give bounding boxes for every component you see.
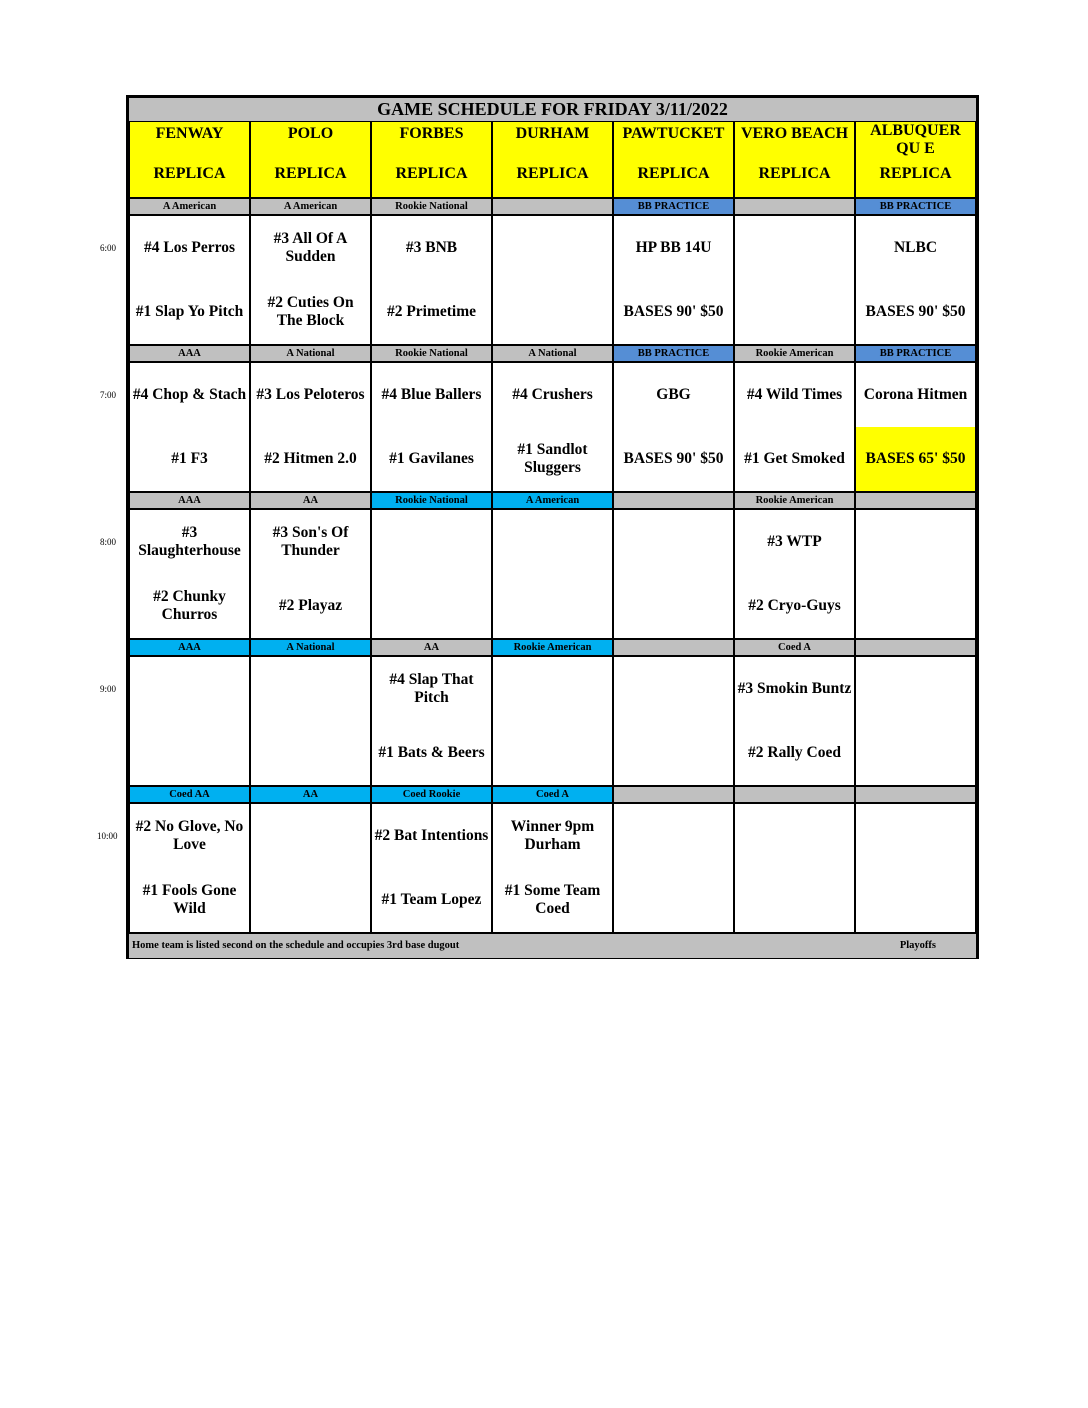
- game-cell: [372, 804, 491, 932]
- home-team: #1 Team Lopez: [381, 891, 482, 908]
- field-name: POLO: [287, 125, 334, 142]
- schedule-title: GAME SCHEDULE FOR FRIDAY 3/11/2022: [129, 98, 976, 121]
- game-cell: [614, 363, 733, 491]
- home-team: #1 Sandlot Sluggers: [517, 441, 588, 476]
- footer-playoffs-label: Playoffs: [899, 940, 936, 951]
- division-label: Rookie American: [735, 346, 854, 361]
- game-cell: [856, 216, 975, 344]
- game-cell: [372, 216, 491, 344]
- game-cell: [251, 510, 370, 638]
- game-cell: [493, 657, 612, 785]
- field-subtitle: REPLICA: [395, 164, 468, 182]
- away-team: #4 Wild Times: [746, 386, 843, 403]
- division-label: AAA: [130, 493, 249, 508]
- game-cell: [251, 657, 370, 785]
- game-cell: [251, 363, 370, 491]
- home-team: BASES 90' $50: [865, 303, 966, 320]
- division-label: [614, 640, 733, 655]
- game-cell: [251, 804, 370, 932]
- division-label: [735, 199, 854, 214]
- away-team: #4 Blue Ballers: [381, 386, 482, 403]
- away-team: #3 Slaughterhouse: [138, 524, 241, 559]
- division-label: Coed A: [735, 640, 854, 655]
- home-team: BASES 90' $50: [623, 450, 724, 467]
- division-label: A American: [130, 199, 249, 214]
- field-subtitle: REPLICA: [274, 164, 347, 182]
- away-team: [493, 657, 612, 721]
- away-team: #3 WTP: [767, 533, 822, 550]
- division-label: A National: [493, 346, 612, 361]
- away-team: #2 No Glove, No Love: [135, 818, 244, 853]
- time-label: 8:00: [100, 537, 117, 547]
- footer-note: Home team is listed second on the schedule and occupies 3rd base dugout: [132, 940, 460, 951]
- home-team: [251, 868, 370, 932]
- schedule-footer: [129, 934, 976, 958]
- home-team: #2 Cuties On The Block: [267, 294, 354, 329]
- away-team: #3 All Of A Sudden: [273, 230, 348, 265]
- field-header-5: [614, 122, 733, 197]
- division-label: [493, 199, 612, 214]
- home-team: #1 Fools Gone Wild: [142, 882, 237, 917]
- game-cell: [856, 363, 975, 491]
- game-cell: [856, 657, 975, 785]
- division-label: A American: [251, 199, 370, 214]
- home-team: [735, 868, 854, 932]
- away-team: GBG: [656, 386, 691, 403]
- home-team: [856, 574, 975, 638]
- division-label: Coed AA: [130, 787, 249, 802]
- division-label: BB PRACTICE: [856, 199, 975, 214]
- away-team: [372, 510, 491, 574]
- away-team: [251, 657, 370, 721]
- division-label: [856, 640, 975, 655]
- division-label: Rookie National: [372, 346, 491, 361]
- division-label: [614, 493, 733, 508]
- game-cell: [372, 510, 491, 638]
- division-label: Coed A: [493, 787, 612, 802]
- division-label: [614, 787, 733, 802]
- game-cell: [614, 804, 733, 932]
- away-team: [130, 657, 249, 721]
- home-team: #2 Chunky Churros: [153, 588, 226, 623]
- field-name: VERO BEACH: [740, 125, 849, 142]
- game-cell: [735, 657, 854, 785]
- division-label: [735, 787, 854, 802]
- away-team: [251, 804, 370, 868]
- division-label: [856, 787, 975, 802]
- game-cell: [130, 657, 249, 785]
- away-team: [856, 804, 975, 868]
- division-label: Coed Rookie: [372, 787, 491, 802]
- time-label: 10:00: [97, 831, 118, 841]
- away-team: [856, 510, 975, 574]
- field-subtitle: REPLICA: [516, 164, 589, 182]
- away-team: [614, 510, 733, 574]
- field-name: FENWAY: [155, 125, 224, 142]
- home-team: #1 Slap Yo Pitch: [135, 303, 244, 320]
- home-team: [735, 280, 854, 344]
- home-team: #2 Primetime: [386, 303, 477, 320]
- division-label: Rookie American: [735, 493, 854, 508]
- home-team: [130, 721, 249, 785]
- away-team: [614, 657, 733, 721]
- game-cell: [130, 804, 249, 932]
- game-cell: [614, 510, 733, 638]
- home-team: #1 Bats & Beers: [378, 744, 485, 761]
- field-header-2: [251, 122, 370, 197]
- away-team: [614, 804, 733, 868]
- field-header-4: [493, 122, 612, 197]
- away-team: #3 BNB: [405, 239, 458, 256]
- field-name: PAWTUCKET: [622, 125, 725, 142]
- home-team: #2 Playaz: [278, 597, 343, 614]
- home-team: #2 Hitmen 2.0: [264, 450, 357, 467]
- away-team: [493, 216, 612, 280]
- home-team: [614, 721, 733, 785]
- division-label: A American: [493, 493, 612, 508]
- home-team: [614, 574, 733, 638]
- division-label: A National: [251, 346, 370, 361]
- field-name: ALBUQUERQU E: [870, 122, 961, 158]
- away-team: #2 Bat Intentions: [374, 827, 489, 844]
- field-subtitle: REPLICA: [637, 164, 710, 182]
- home-team: #2 Cryo-Guys: [748, 597, 841, 614]
- field-header-7: [856, 122, 975, 197]
- game-cell: [493, 510, 612, 638]
- away-team: [735, 804, 854, 868]
- game-cell: [735, 804, 854, 932]
- game-cell: [251, 216, 370, 344]
- home-team: #1 Gavilanes: [389, 450, 474, 467]
- home-team: [493, 280, 612, 344]
- away-team: Winner 9pm Durham: [510, 818, 595, 853]
- game-cell: [130, 510, 249, 638]
- game-cell: [614, 216, 733, 344]
- division-label: BB PRACTICE: [614, 346, 733, 361]
- game-cell: [856, 804, 975, 932]
- home-team: [493, 721, 612, 785]
- home-team: [614, 868, 733, 932]
- game-cell: [735, 363, 854, 491]
- game-schedule-table: [126, 95, 979, 959]
- game-cell: [372, 363, 491, 491]
- division-label: AA: [251, 787, 370, 802]
- game-cell: [735, 510, 854, 638]
- home-team: [251, 721, 370, 785]
- field-name: FORBES: [399, 125, 464, 142]
- game-cell: [130, 216, 249, 344]
- home-team: BASES 90' $50: [623, 303, 724, 320]
- division-label: BB PRACTICE: [856, 346, 975, 361]
- away-team: #3 Son's Of Thunder: [272, 524, 349, 559]
- field-header-6: [735, 122, 854, 197]
- division-label: Rookie National: [372, 199, 491, 214]
- division-label: Rookie National: [372, 493, 491, 508]
- field-header-3: [372, 122, 491, 197]
- away-team: #4 Chop & Stach: [132, 386, 247, 403]
- field-subtitle: REPLICA: [153, 164, 226, 182]
- field-subtitle: REPLICA: [758, 164, 831, 182]
- home-team: [372, 574, 491, 638]
- division-label: AA: [251, 493, 370, 508]
- game-cell: [856, 510, 975, 638]
- game-cell: [130, 363, 249, 491]
- home-team: #1 Get Smoked: [744, 450, 845, 467]
- division-label: AA: [372, 640, 491, 655]
- division-label: BB PRACTICE: [614, 199, 733, 214]
- away-team: #4 Crushers: [512, 386, 593, 403]
- field-name: DURHAM: [515, 125, 590, 142]
- division-label: AAA: [130, 346, 249, 361]
- game-cell: [493, 804, 612, 932]
- game-cell: [493, 363, 612, 491]
- home-team: #1 Some Team Coed: [504, 882, 601, 917]
- away-team: [493, 510, 612, 574]
- away-team: #3 Smokin Buntz: [737, 680, 852, 697]
- away-team: [856, 657, 975, 721]
- away-team: #4 Los Perros: [144, 239, 235, 256]
- game-cell: [614, 657, 733, 785]
- home-team: BASES 65' $50: [856, 427, 975, 491]
- away-team: #4 Slap That Pitch: [389, 671, 474, 706]
- division-label: A National: [251, 640, 370, 655]
- time-label: 6:00: [100, 243, 117, 253]
- game-cell: [493, 216, 612, 344]
- away-team: #3 Los Peloteros: [256, 386, 365, 403]
- home-team: #1 F3: [171, 450, 208, 467]
- field-subtitle: REPLICA: [879, 164, 952, 182]
- away-team: NLBC: [893, 239, 938, 256]
- away-team: HP BB 14U: [635, 239, 712, 256]
- away-team: [735, 216, 854, 280]
- time-label: 9:00: [100, 684, 117, 694]
- division-label: AAA: [130, 640, 249, 655]
- game-cell: [735, 216, 854, 344]
- home-team: [856, 721, 975, 785]
- game-cell: [372, 657, 491, 785]
- home-team: [856, 868, 975, 932]
- home-team: [493, 574, 612, 638]
- home-team: #2 Rally Coed: [748, 744, 841, 761]
- division-label: [856, 493, 975, 508]
- away-team: Corona Hitmen: [863, 386, 968, 403]
- field-header-1: [130, 122, 249, 197]
- time-label: 7:00: [100, 390, 117, 400]
- division-label: Rookie American: [493, 640, 612, 655]
